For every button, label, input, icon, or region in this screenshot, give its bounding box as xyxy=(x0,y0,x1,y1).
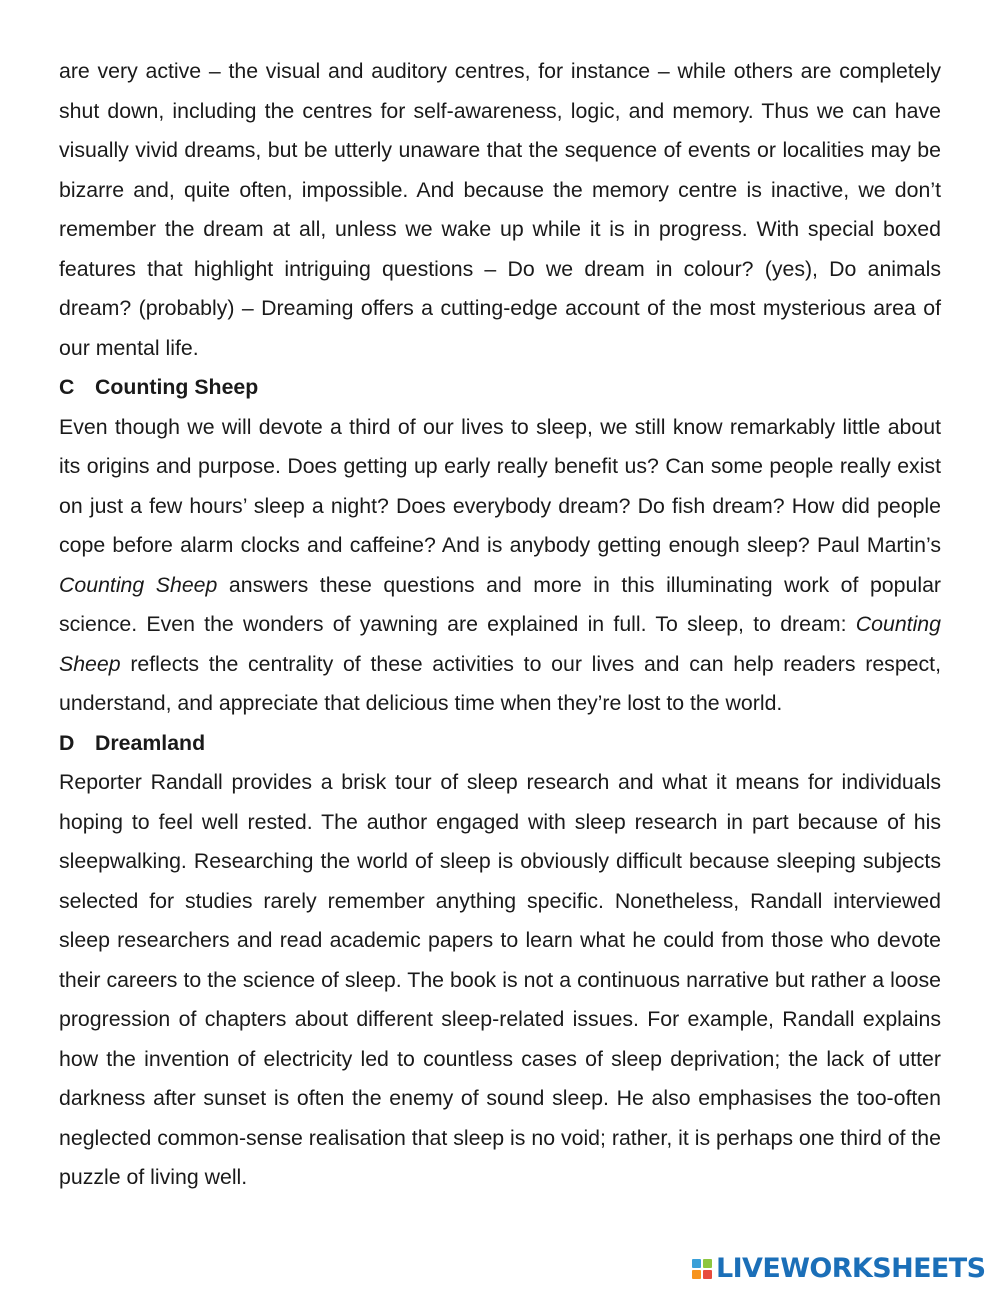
logo-icon xyxy=(692,1259,712,1279)
section-letter: D xyxy=(59,730,75,755)
section-title: Dreamland xyxy=(95,730,206,755)
liveworksheets-logo xyxy=(692,1254,985,1284)
logo-tile xyxy=(703,1259,712,1268)
document-page xyxy=(59,52,941,1198)
section-c-paragraph: Even though we will devote a third of our lives to sleep, we still know remarkably little about its origins and purpose. Does getting up early really benefit us? Can some people really exist on just a few hours’ sleep a night? Does everybody dream? Do fish dream? How did people cope before alarm clocks and caffeine? And is anybody getting enough sleep? Paul Martin’s Counting Sheep answers these questions and more in this illuminating work of popular science. Even the wonders of yawning are explained in full. To sleep, to dream: Counting Sheep reflects the centrality of these activities to our lives and can help readers respect, understand, and appreciate that delicious time when they’re lost to the world. xyxy=(59,414,942,715)
logo-tile xyxy=(692,1270,701,1279)
logo-tile xyxy=(703,1270,712,1279)
book-title: Counting Sheep xyxy=(59,612,941,676)
continuation-paragraph: are very active – the visual and auditory centres, for instance – while others are completely shut down, including the centres for self-awareness, logic, and memory. Thus we can have visually vivid dreams, but be utterly unaware that the sequence of events or localities may be bizarre and, quite often, impossible. And because the memory centre is inactive, we don’t remember the dream at all, unless we wake up while it is in progress. With special boxed features that highlight intriguing questions – Do we dream in colour? (yes), Do animals dream? (probably) – Dreaming offers a cutting-edge account of the most mysterious area of our mental life. xyxy=(59,59,941,360)
brand-name: LIVEWORKSHEETS xyxy=(716,1253,986,1284)
section-heading-d xyxy=(59,724,941,764)
book-title: Counting Sheep xyxy=(59,572,218,597)
section-heading-c xyxy=(59,368,941,408)
logo-tile xyxy=(692,1259,701,1268)
section-title: Counting Sheep xyxy=(95,375,259,399)
section-letter: C xyxy=(59,375,75,399)
section-d-paragraph: Reporter Randall provides a brisk tour of sleep research and what it means for individuals hoping to feel well rested. The author engaged with sleep research in part because of his sleepwalking. Researching the world of sleep is obviously difficult because sleeping subjects selected for studies rarely remember anything specific. Nonetheless, Randall interviewed sleep researchers and read academic papers to learn what he could from those who devote their careers to the science of sleep. The book is not a continuous narrative but rather a loose progression of chapters about different sleep-related issues. For example, Randall explains how the invention of electricity led to countless cases of sleep deprivation; the lack of utter darkness after sunset is often the enemy of sound sleep. He also emphasises the too-often neglected common-sense realisation that sleep is no void; rather, it is perhaps one third of the puzzle of living well. xyxy=(59,770,941,1189)
